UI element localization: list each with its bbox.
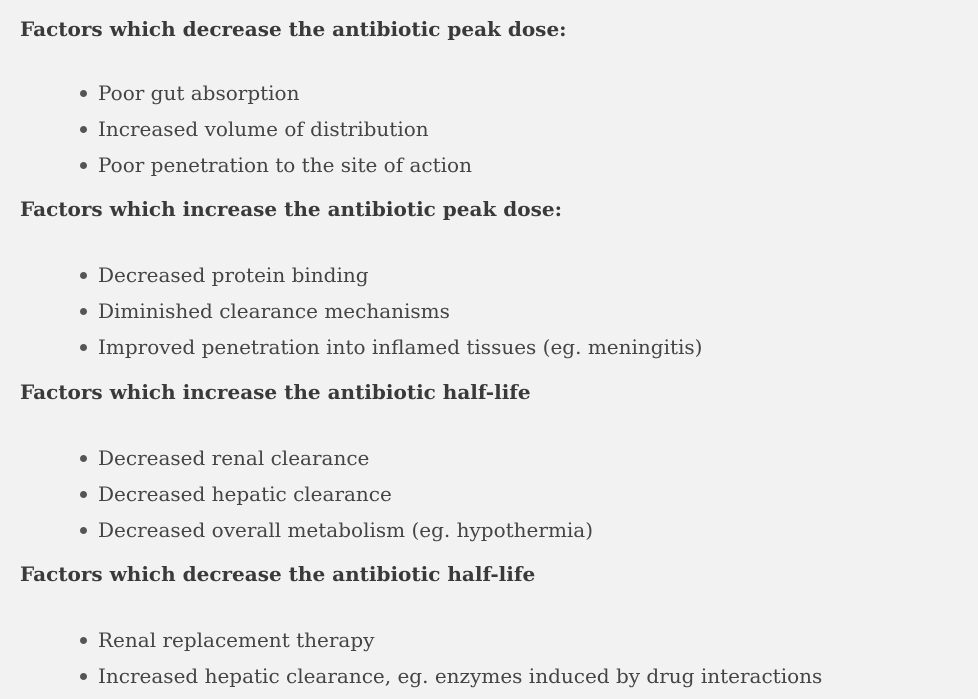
bullet-icon — [80, 162, 87, 169]
section-heading: Factors which increase the antibiotic half-life — [20, 380, 531, 404]
list-item: Increased volume of distribution — [78, 111, 472, 147]
bullet-icon — [80, 491, 87, 498]
section-decrease-half-life — [20, 560, 968, 688]
bullet-icon — [80, 90, 87, 97]
bullet-icon — [80, 308, 87, 315]
list-item: Decreased renal clearance — [78, 440, 593, 476]
section-increase-peak-dose — [20, 195, 968, 359]
bullet-icon — [80, 272, 87, 279]
bullet-icon — [80, 455, 87, 462]
section-heading: Factors which decrease the antibiotic half-life — [20, 562, 536, 586]
bullet-list — [78, 257, 702, 365]
section-heading: Factors which decrease the antibiotic peak dose: — [20, 17, 567, 41]
section-decrease-peak-dose — [20, 15, 968, 177]
bullet-list — [78, 440, 593, 548]
list-item: Increased hepatic clearance, eg. enzymes induced by drug interactions — [78, 658, 822, 694]
bullet-icon — [80, 527, 87, 534]
list-item: Poor gut absorption — [78, 75, 472, 111]
list-item: Decreased protein binding — [78, 257, 702, 293]
section-heading: Factors which increase the antibiotic peak dose: — [20, 197, 562, 221]
list-item: Renal replacement therapy — [78, 622, 822, 658]
bullet-icon — [80, 637, 87, 644]
bullet-icon — [80, 126, 87, 133]
bullet-icon — [80, 673, 87, 680]
list-item: Decreased overall metabolism (eg. hypothermia) — [78, 512, 593, 548]
list-item: Poor penetration to the site of action — [78, 147, 472, 183]
bullet-list — [78, 622, 822, 694]
list-item: Diminished clearance mechanisms — [78, 293, 702, 329]
list-item: Decreased hepatic clearance — [78, 476, 593, 512]
section-increase-half-life — [20, 378, 968, 542]
bullet-icon — [80, 344, 87, 351]
list-item: Improved penetration into inflamed tissues (eg. meningitis) — [78, 329, 702, 365]
bullet-list — [78, 75, 472, 183]
